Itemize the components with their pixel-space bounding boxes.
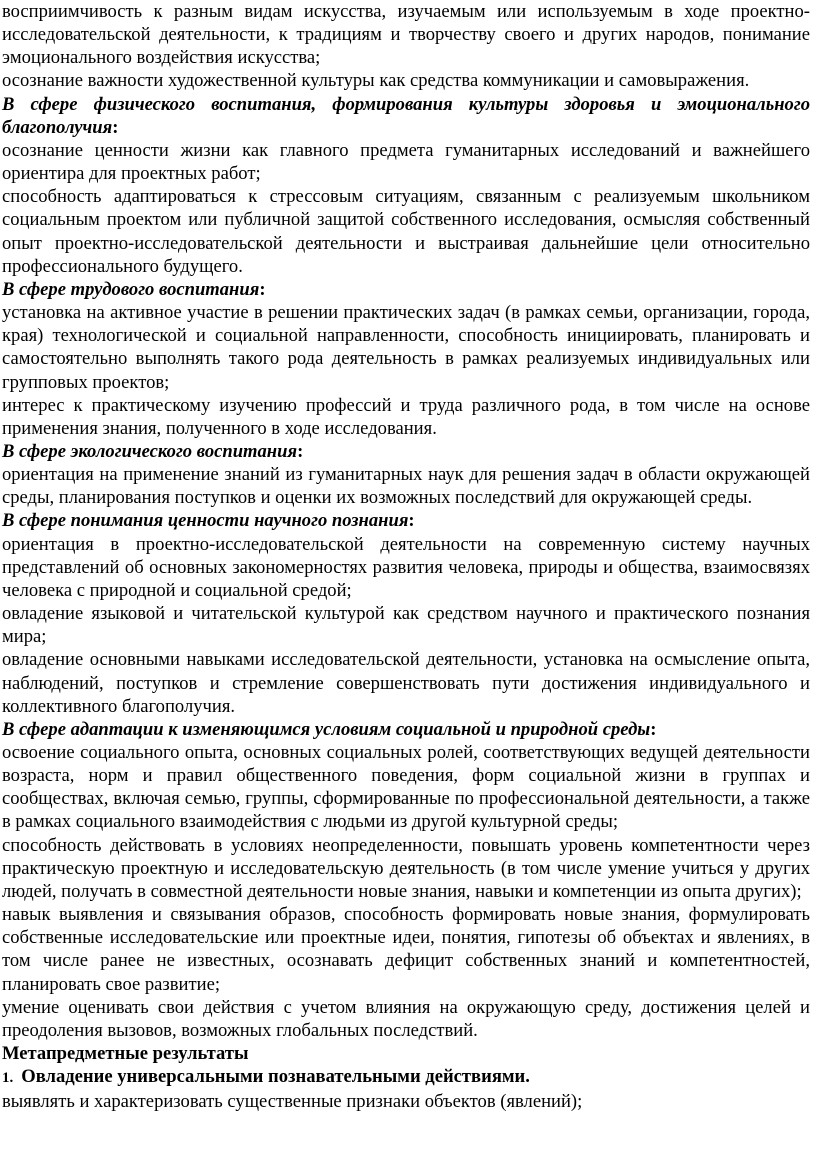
section-heading-labor: В сфере трудового воспитания: xyxy=(2,278,266,300)
section-heading-physical: В сфере физического воспитания, формирования культуры здоровья и эмоционального благополучия: xyxy=(2,93,810,138)
paragraph: осознание ценности жизни как главного предмета гуманитарных исследований и важнейшего ориентира для проектных работ; xyxy=(2,139,810,185)
section-heading-ecology: В сфере экологического воспитания: xyxy=(2,440,304,462)
paragraph: умение оценивать свои действия с учетом влияния на окружающую среду, достижения целей и преодоления вызовов, возможных глобальных последствий. xyxy=(2,996,810,1041)
paragraph: осознание важности художественной культуры как средства коммуникации и самовыражения. xyxy=(2,70,750,92)
paragraph: ориентация на применение знаний из гуманитарных наук для решения задач в области окружающей среды, планирования поступков и оценки их возможных последствий для окружающей среды. xyxy=(2,464,810,509)
paragraph: интерес к практическому изучению профессий и труда различного рода, в том числе на основе применения знания, полученного в ходе исследования. xyxy=(2,394,810,439)
section-heading-adaptation: В сфере адаптации к изменяющимся условиям социальной и природной среды: xyxy=(2,718,657,740)
paragraph: выявлять и характеризовать существенные признаки объектов (явлений); xyxy=(2,1091,583,1113)
section-heading-science: В сфере понимания ценности научного познания: xyxy=(2,510,415,532)
paragraph: способность действовать в условиях неопределенности, повышать уровень компетентности через практическую проектную и исследовательскую деятельность (в том числе умение учиться у других людей, получать в совместной деятельности новые знания, навыки и компетенции из опыта других); xyxy=(2,834,810,902)
paragraph: восприимчивость к разным видам искусства, изучаемым или используемым в ходе проектно-исследовательской деятельности, к традициям и творчеству своего и других народов, понимание эмоционального воздействия искусства; xyxy=(2,1,810,69)
metasubject-results-title: Метапредметные результаты xyxy=(2,1043,249,1065)
paragraph: навык выявления и связывания образов, способность формировать новые знания, формулировать собственные исследовательские или проектные идеи, понятия, гипотезы об объектах и явлениях, в том числе ранее не известных, осознавать дефицит собственных знаний и компетентностей, планировать свое развитие; xyxy=(2,904,810,995)
paragraph: овладение основными навыками исследовательской деятельности, установка на осмысление опыта, наблюдений, поступков и стремление совершенствовать пути достижения индивидуального и коллективного благополучия. xyxy=(2,649,810,717)
paragraph: установка на активное участие в решении практических задач (в рамках семьи, организации, города, края) технологической и социальной направленности, способность инициировать, планировать и самостоятельно выполнять такого рода деятельность в рамках реализуемых индивидуальных или групповых проектов; xyxy=(2,302,810,393)
paragraph: способность адаптироваться к стрессовым ситуациям, связанным с реализуемым школьником социальным проектом или публичной защитой собственного исследования, осмысляя собственный опыт проектно-исследовательской деятельности и выстраивая дальнейшие цели относительно профессионального будущего. xyxy=(2,186,810,277)
paragraph: овладение языковой и читательской культурой как средством научного и практического познания мира; xyxy=(2,603,810,648)
paragraph: освоение социального опыта, основных социальных ролей, соответствующих ведущей деятельности возраста, норм и правил общественного поведения, форм социальной жизни в группах и сообществах, включая семью, группы, сформированные по профессиональной деятельности, а также в рамках социального взаимодействия с людьми из другой культурной среды; xyxy=(2,742,810,833)
paragraph: ориентация в проектно-исследовательской деятельности на современную систему научных представлений об основных закономерностях развития человека, природы и общества, взаимосвязях человека с природной и социальной средой; xyxy=(2,533,810,601)
numbered-heading: 1. Овладение универсальными познавательными действиями. xyxy=(2,1066,530,1088)
